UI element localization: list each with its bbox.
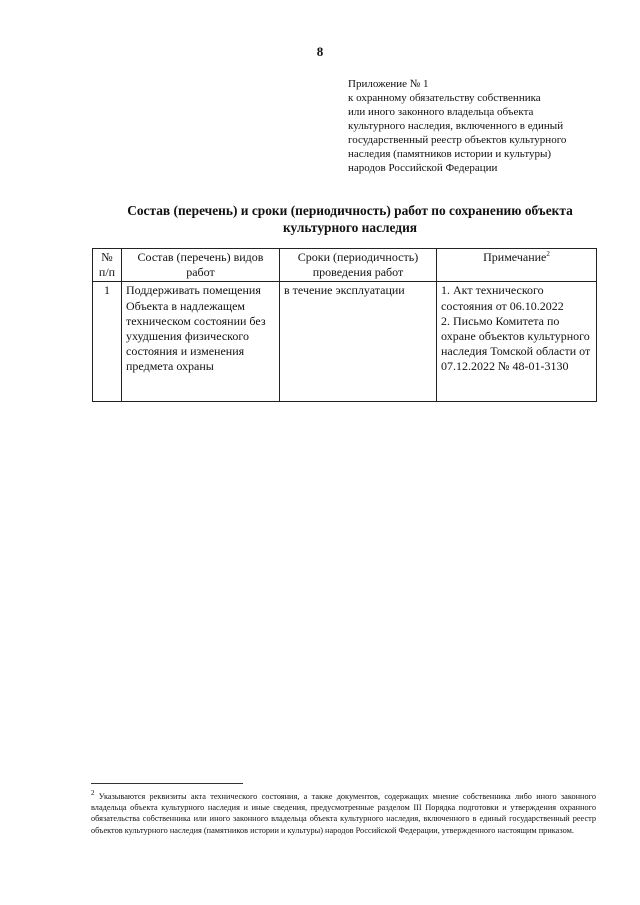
header-composition: Состав (перечень) видов работ [122, 249, 280, 282]
footnote-divider [91, 783, 243, 784]
cell-num: 1 [93, 282, 122, 402]
cell-terms: в течение эксплуатации [280, 282, 437, 402]
table-row [93, 282, 597, 402]
note-item: 2. Письмо Комитета по охране объектов культурного наследия Томской области от 07.12.2022 № 48-01-3130 [441, 313, 591, 374]
header-terms: Сроки (периодичность) проведения работ [280, 249, 437, 282]
header-note [437, 249, 597, 282]
title-line: культурного наследия [282, 220, 418, 235]
appendix-line: государственный реестр объектов культурного [348, 134, 567, 146]
cell-note [437, 282, 597, 402]
footnote-ref: 2 [546, 250, 550, 258]
footnote-text: Указываются реквизиты акта технического состояния, а также документов, содержащих мнение собственника либо иного законного владельца объекта культурного наследия и иные сведения, предусмотренные разделом III Порядка подготовки и утверждения охранного обязательства собственника или иного законного владельца объекта культурного наследия, включенного в единый государственный реестр объектов культурного наследия (памятников истории и культуры) народов Российской Федерации, утвержденного настоящим приказом. [91, 792, 596, 835]
note-item: 1. Акт технического состояния от 06.10.2022 [441, 283, 564, 313]
appendix-line: наследия (памятников истории и культуры) [348, 148, 552, 160]
table-header-row [93, 249, 597, 282]
appendix-line: культурного наследия, включенного в единый [348, 120, 564, 132]
header-num: № п/п [93, 249, 122, 282]
page-number: 8 [316, 44, 324, 59]
appendix-line: народов Российской Федерации [348, 162, 498, 174]
header-note-label: Примечание [483, 250, 547, 264]
document-title [60, 202, 640, 236]
appendix-header [348, 77, 608, 175]
cell-composition: Поддерживать помещения Объекта в надлежащем техническом состоянии без ухудшения физического состояния и изменения предмета охраны [122, 282, 280, 402]
title-line: Состав (перечень) и сроки (периодичность) работ по сохранению объекта [127, 203, 573, 218]
footnote-number: 2 [91, 789, 95, 798]
appendix-line: или иного законного владельца объекта [348, 106, 534, 118]
appendix-line: Приложение № 1 [348, 78, 429, 90]
footnote [91, 791, 596, 836]
appendix-line: к охранному обязательству собственника [348, 92, 541, 104]
works-table [92, 248, 597, 402]
